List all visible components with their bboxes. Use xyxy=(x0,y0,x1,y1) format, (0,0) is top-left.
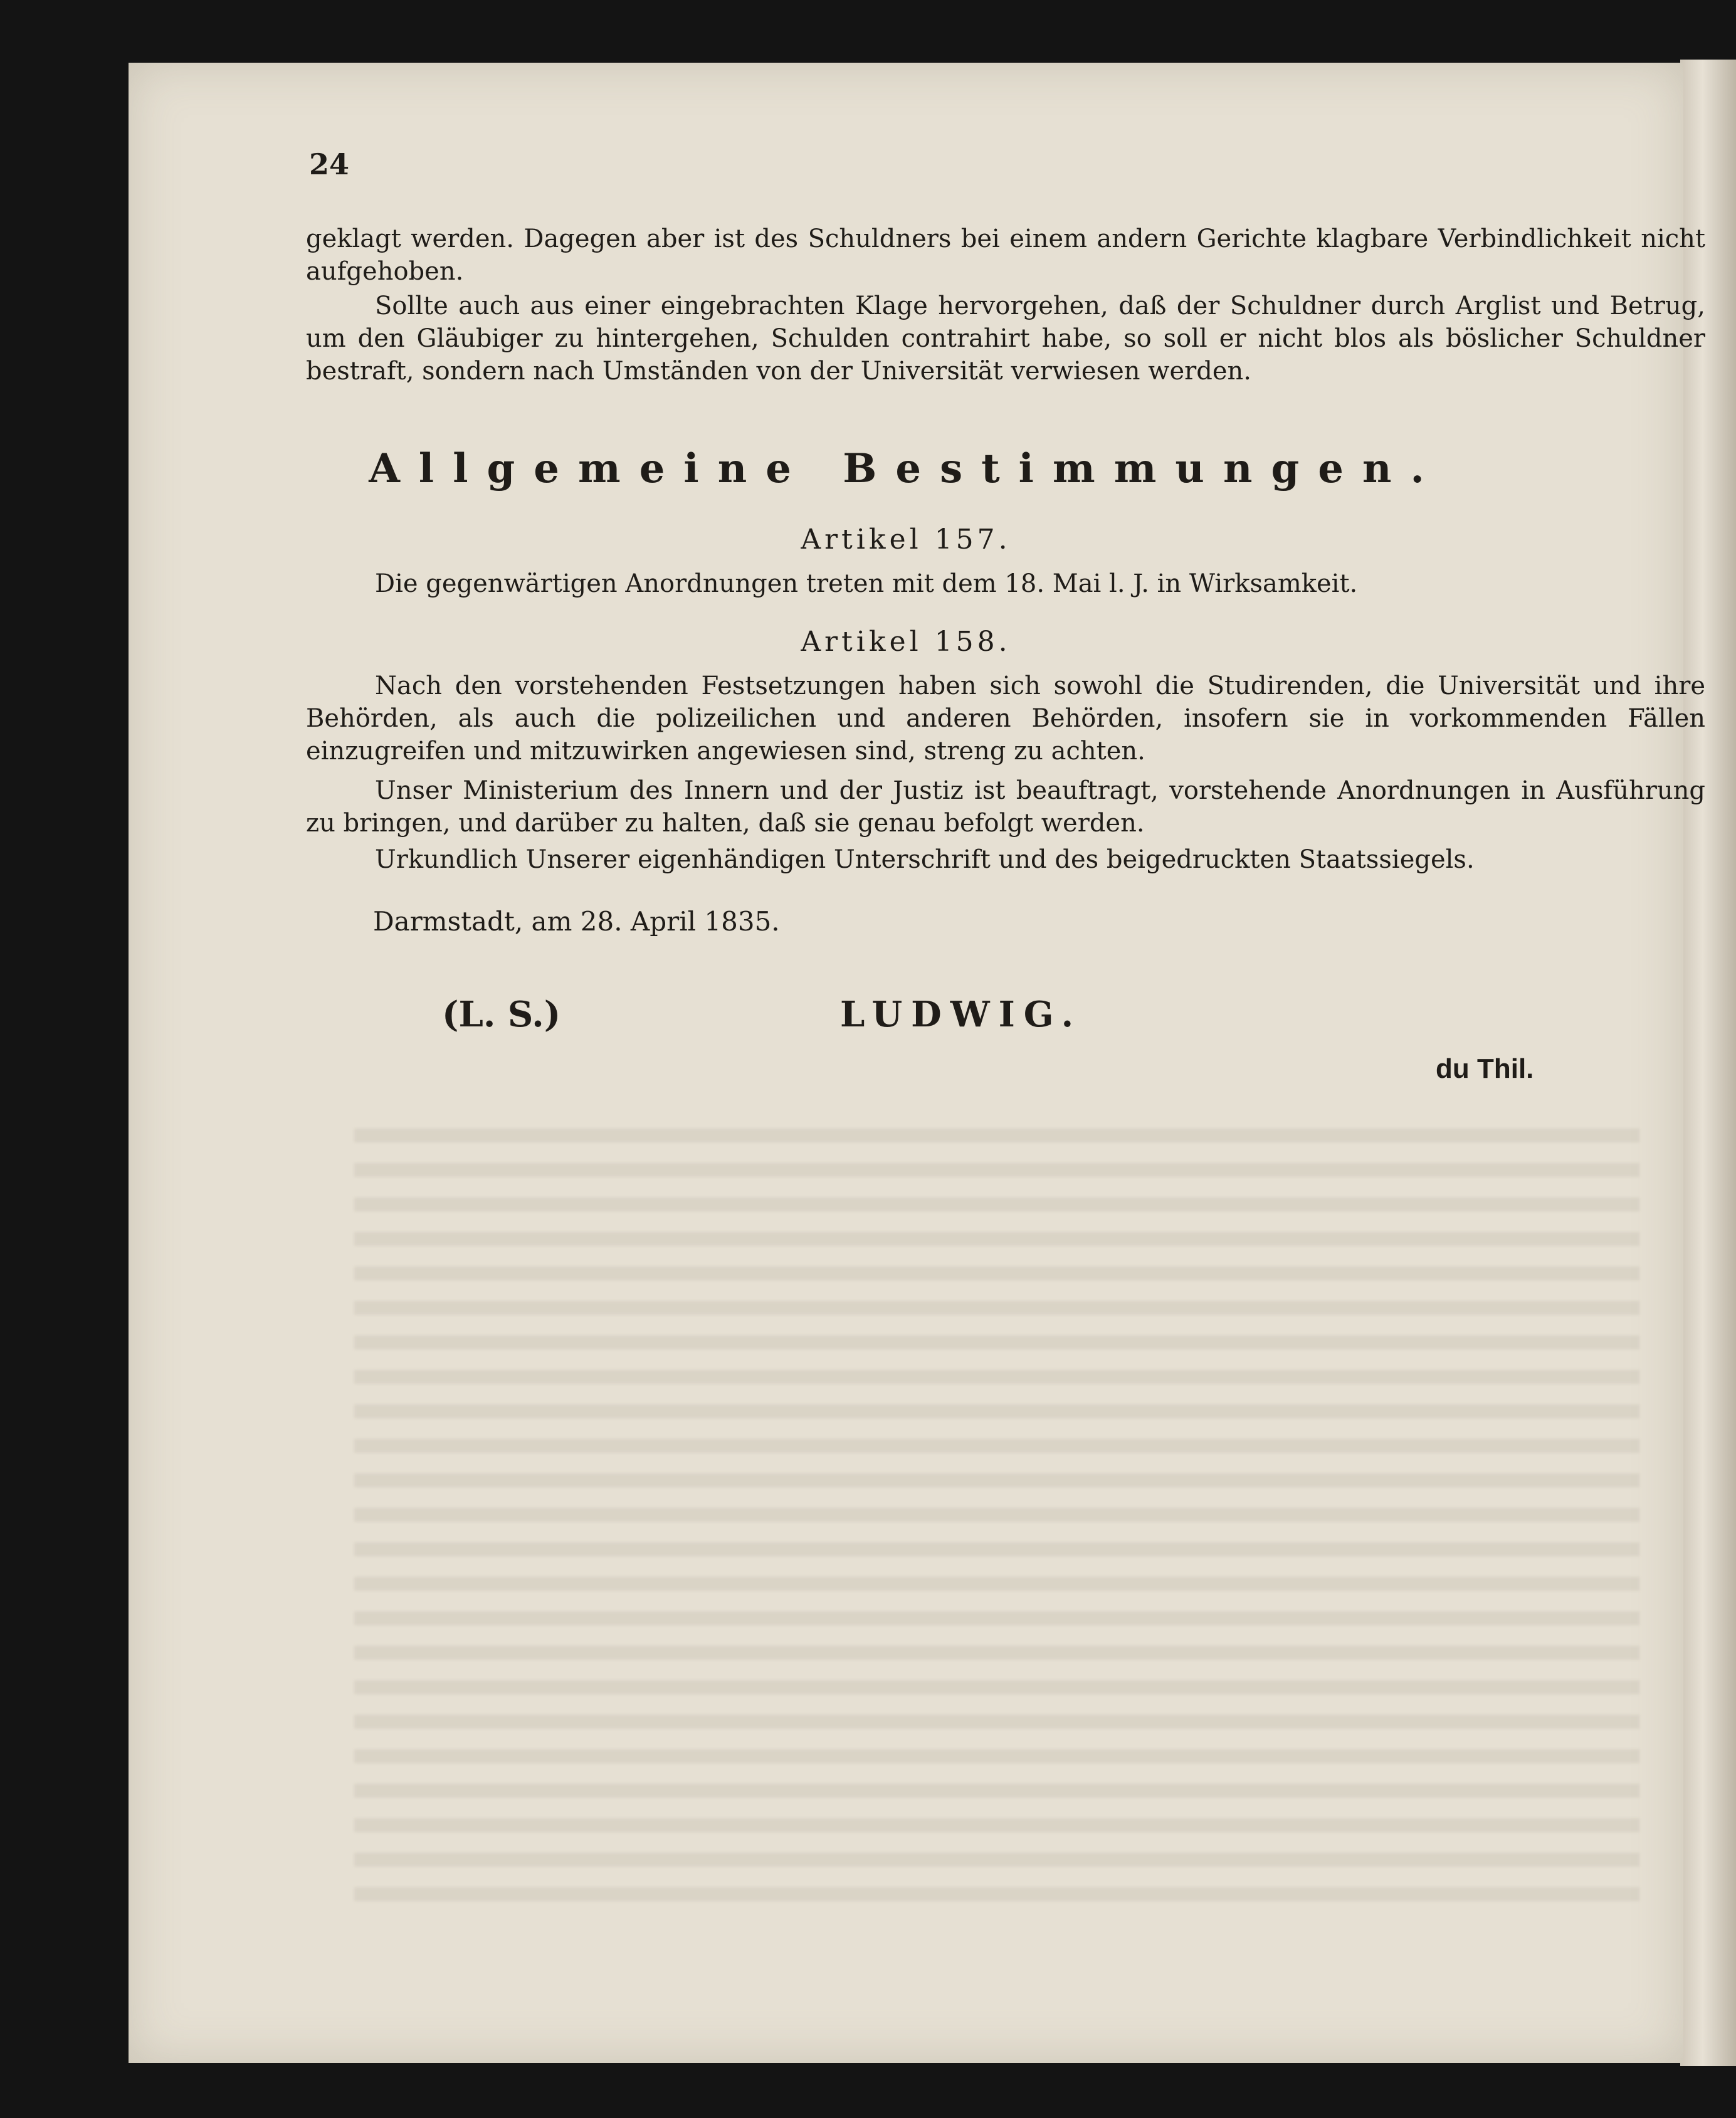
paragraph-debt-claim: geklagt werden. Dagegen aber ist des Schuldners bei einem andern Gerichte klagbare Verbindlichkeit nicht aufgehoben. xyxy=(306,224,1705,286)
article-158-paragraph-2: Unser Ministerium des Innern und der Justiz ist beauftragt, vorstehende Anordnungen in Ausführung zu bringen, und darüber zu halten, daß sie genau befolgt werden. xyxy=(306,776,1705,838)
section-heading: Allgemeine Bestimmungen. xyxy=(369,445,1443,492)
signature-ruler: LUDWIG. xyxy=(840,994,1083,1035)
page-number: 24 xyxy=(309,147,350,181)
seal-mark: (L. S.) xyxy=(442,994,561,1035)
paragraph-fraud-penalty: Sollte auch aus einer eingebrachten Klage hervorgehen, daß der Schuldner durch Arglist und Betrug, um den Gläubiger zu hintergehen, Schulden contrahirt habe, so soll er nicht blos als böslicher Schuldner bestraft, sondern nach Umständen von der Universität verwiesen werden. xyxy=(306,292,1705,386)
article-158-paragraph-3: Urkundlich Unserer eigenhändigen Unterschrift und des beigedruckten Staatssiegels. xyxy=(375,845,1475,874)
place-and-date: Darmstadt, am 28. April 1835. xyxy=(373,906,780,937)
document-page xyxy=(129,63,1705,2063)
article-157-heading: Artikel 157. xyxy=(801,524,1011,556)
article-158-paragraph-1: Nach den vorstehenden Festsetzungen haben sich sowohl die Studirenden, die Universität und ihre Behörden, als auch die polizeilichen und anderen Behörden, insofern sie in vorkommenden Fällen einzugreifen und mitzuwirken angewiesen sind, streng zu achten. xyxy=(306,672,1705,766)
article-157-text: Die gegenwärtigen Anordnungen treten mit dem 18. Mai l. J. in Wirksamkeit. xyxy=(375,569,1358,598)
article-158-heading: Artikel 158. xyxy=(801,626,1011,658)
reverse-side-bleed-through xyxy=(354,1129,1639,1912)
signature-minister: du Thil. xyxy=(1436,1053,1534,1084)
